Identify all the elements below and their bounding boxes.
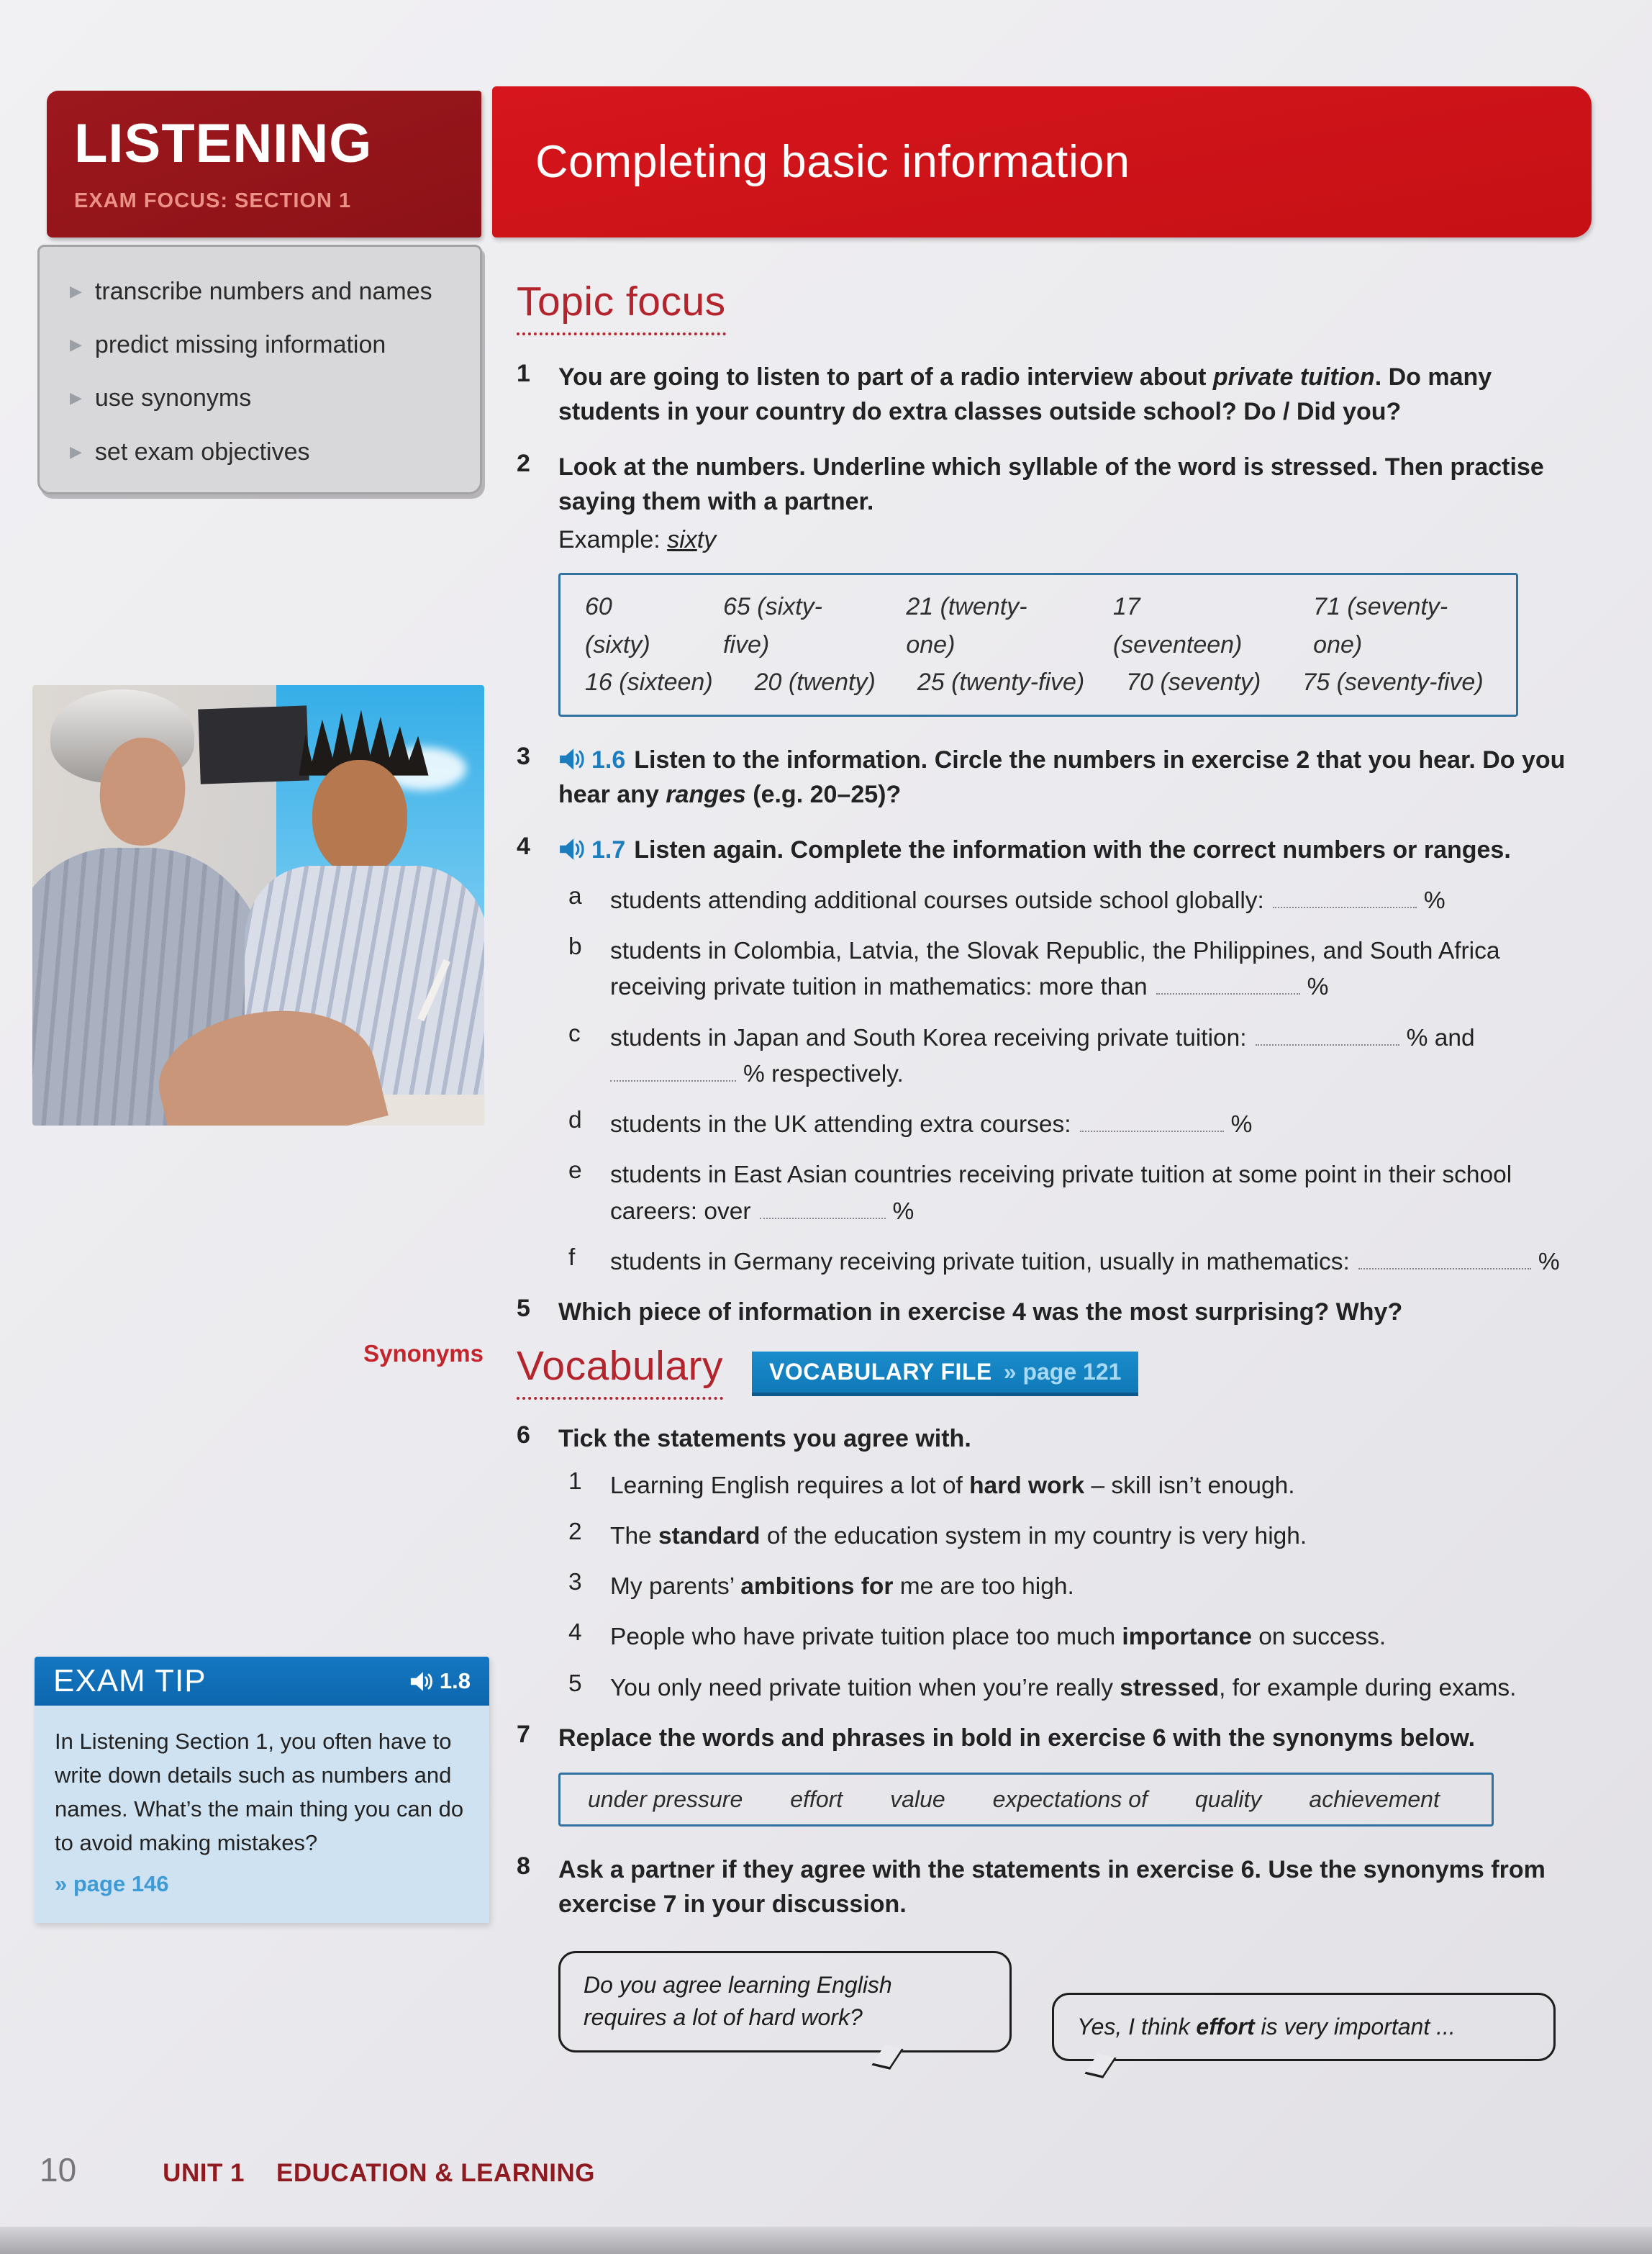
objective-text: predict missing information <box>94 331 386 359</box>
exam-tip-audio <box>409 1668 471 1694</box>
gap-item-b <box>568 933 1593 1006</box>
number-item: 71 (seventy-one) <box>1313 593 1448 658</box>
number-item: 70 (seventy) <box>1126 669 1261 697</box>
gap-item-c <box>568 1020 1593 1093</box>
answer-blank <box>1156 986 1300 995</box>
item-letter: f <box>568 1244 576 1271</box>
text-run: students in the UK attending extra courses: <box>610 1111 1071 1139</box>
triangle-bullet-icon: ▶ <box>70 282 82 300</box>
exercise-text: Replace the words and phrases in bold in exercise 6 with the synonyms below. <box>558 1724 1476 1752</box>
item-letter: d <box>568 1107 582 1134</box>
exercise-3 <box>517 743 1593 813</box>
text-run: on success. <box>1251 1624 1386 1651</box>
speaker-icon <box>409 1671 434 1692</box>
item-letter: e <box>568 1157 582 1185</box>
speech-bubble-answer <box>1052 1993 1556 2061</box>
exercise-text <box>558 450 1593 520</box>
exam-focus-label: EXAM FOCUS: SECTION 1 <box>74 189 352 212</box>
example-word-rest: ty <box>696 526 717 554</box>
statement-number: 5 <box>568 1670 582 1697</box>
item-text <box>610 1157 1593 1230</box>
text-run: People who have private tuition place too much <box>610 1624 1122 1651</box>
statement-number: 2 <box>568 1518 582 1545</box>
statement-text <box>610 1670 1593 1706</box>
synonyms-side-label: Synonyms <box>363 1340 484 1367</box>
exam-tip-header <box>35 1657 489 1706</box>
objective-text: use synonyms <box>94 384 252 412</box>
number-item: 75 (seventy-five) <box>1302 669 1484 697</box>
exercise-text: Which piece of information in exercise 4 was the most surprising? Why? <box>558 1298 1403 1326</box>
text-run-bold: standard <box>658 1522 761 1549</box>
item-text <box>610 883 1593 919</box>
synonyms-box <box>558 1773 1494 1827</box>
exercise-number: 5 <box>517 1295 530 1323</box>
numbers-box <box>558 573 1518 717</box>
text-run: receiving private tuition in mathematics: more than <box>610 974 1148 1001</box>
text-run: Yes, I think <box>1077 2013 1197 2040</box>
objective-item <box>70 382 460 414</box>
objective-text: set exam objectives <box>94 438 310 466</box>
text-run: – skill isn’t enough. <box>1084 1472 1295 1499</box>
section-title: LISTENING <box>74 113 373 174</box>
exercise-text <box>558 833 1593 867</box>
vocabulary-file-label: VOCABULARY FILE <box>769 1359 992 1385</box>
text-run: hear any <box>558 781 666 809</box>
text-run: , for example during exams. <box>1219 1674 1517 1701</box>
text-run: % respectively. <box>743 1060 904 1087</box>
exam-tip-box <box>35 1657 489 1923</box>
text-run-bold: stressed <box>1120 1674 1220 1701</box>
exercise-text <box>558 1852 1593 1922</box>
item-text <box>610 1244 1593 1280</box>
text-run-bold: importance <box>1122 1624 1252 1651</box>
text-run: (e.g. 20–25)? <box>745 781 902 809</box>
exercise-number: 7 <box>517 1720 530 1748</box>
text-run: students in Germany receiving private tuition, usually in mathematics: <box>610 1248 1350 1275</box>
speaker-icon <box>558 838 586 861</box>
exercise-5 <box>517 1295 1593 1329</box>
topic-focus-heading: Topic focus <box>517 278 726 335</box>
text-run: me are too high. <box>893 1573 1074 1601</box>
synonym-item: quality <box>1194 1786 1262 1813</box>
text-run: You are going to listen to part of a radio interview about <box>558 363 1213 391</box>
text-run: students in Japan and South Korea receiving private tuition: <box>610 1024 1247 1051</box>
text-run: Listen again. Complete the information with the correct numbers or ranges. <box>634 836 1511 864</box>
statement-number: 4 <box>568 1619 582 1647</box>
text-run: students attending additional courses outside school globally: <box>610 887 1264 914</box>
number-item: 16 (sixteen) <box>585 669 713 697</box>
statement-4 <box>568 1619 1593 1655</box>
percent-sign: % <box>1423 887 1446 914</box>
listening-header-box <box>47 91 481 237</box>
exercise-text <box>558 743 1593 813</box>
objective-text: transcribe numbers and names <box>94 278 432 305</box>
answer-blank <box>1080 1123 1224 1132</box>
exam-tip-text: In Listening Section 1, you often have to write down details such as numbers and names. What’s the main thing you can do to avoid making mistakes? <box>55 1729 464 1856</box>
speech-bubble-tail <box>1084 2053 1116 2078</box>
exercise-text <box>558 360 1593 430</box>
number-item: 60 (sixty) <box>585 593 650 658</box>
main-column <box>517 278 1593 2061</box>
answer-blank <box>1273 900 1417 908</box>
gap-item-e <box>568 1157 1593 1230</box>
statement-number: 1 <box>568 1467 582 1495</box>
exercise-8 <box>517 1852 1593 1922</box>
text-run: The <box>610 1522 659 1549</box>
answer-blank <box>760 1210 886 1219</box>
objective-item <box>70 276 460 307</box>
speech-bubble-question <box>558 1951 1012 2052</box>
item-text <box>610 1107 1593 1143</box>
lesson-title-banner <box>492 86 1592 237</box>
exercise-number: 6 <box>517 1421 530 1449</box>
vocabulary-heading-row <box>517 1342 1593 1400</box>
answer-blank <box>1358 1261 1531 1269</box>
statement-text <box>610 1569 1593 1605</box>
text-run: students in Colombia, Latvia, the Slovak Republic, the Philippines, and South Africa <box>610 938 1500 965</box>
text-run: students in East Asian countries receiving private tuition at some point in their school <box>610 1162 1512 1189</box>
item-text <box>610 1020 1593 1093</box>
text-run: % and <box>1406 1024 1475 1051</box>
numbers-row-1 <box>585 588 1492 664</box>
answer-blank <box>1256 1037 1399 1046</box>
text-run: . Do many <box>1374 363 1492 391</box>
text-run: You only need private tuition when you’re really <box>610 1674 1120 1701</box>
objective-item <box>70 436 460 468</box>
triangle-bullet-icon: ▶ <box>70 335 82 354</box>
text-run-bold: hard work <box>969 1472 1085 1499</box>
synonym-item: under pressure <box>588 1786 743 1813</box>
exam-tip-body <box>35 1706 489 1923</box>
number-item: 17 (seventeen) <box>1112 593 1243 658</box>
percent-sign: % <box>1538 1248 1560 1275</box>
exercise-2 <box>517 450 1593 520</box>
vocabulary-heading: Vocabulary <box>517 1342 723 1400</box>
exercise-7 <box>517 1721 1593 1755</box>
exercise-number: 2 <box>517 449 530 477</box>
synonym-item: achievement <box>1309 1786 1440 1813</box>
text-run: Do you agree learning English <box>584 1971 892 1998</box>
text-run: Learning English requires a lot of <box>610 1472 970 1499</box>
gap-item-d <box>568 1107 1593 1143</box>
photo-dark-panel <box>199 705 309 784</box>
objective-item <box>70 329 460 361</box>
triangle-bullet-icon: ▶ <box>70 389 82 407</box>
text-run: My parents’ <box>610 1573 741 1601</box>
statement-3 <box>568 1569 1593 1605</box>
gap-item-f <box>568 1244 1593 1280</box>
item-text <box>610 933 1593 1006</box>
text-run: exercise 7 in your discussion. <box>558 1891 907 1919</box>
statement-text <box>610 1518 1593 1554</box>
text-run: Listen to the information. Circle the numbers in exercise 2 that you hear. Do you <box>634 746 1566 774</box>
photo-two-people <box>32 685 484 1126</box>
exercise-number: 8 <box>517 1852 530 1880</box>
exercise-number: 1 <box>517 360 530 387</box>
speaker-icon <box>558 748 586 771</box>
gap-item-a <box>568 883 1593 919</box>
synonym-item: effort <box>790 1786 843 1813</box>
example-label: Example: <box>558 526 668 554</box>
vocabulary-file-page-link: » page 121 <box>1003 1359 1122 1385</box>
exercise-1 <box>517 360 1593 430</box>
speech-bubble-tail <box>871 2045 903 2069</box>
exercise-text: Tick the statements you agree with. <box>558 1425 971 1453</box>
unit-label: UNIT 1 <box>163 2159 245 2187</box>
statement-text <box>610 1619 1593 1655</box>
item-letter: c <box>568 1020 581 1047</box>
speech-bubbles <box>558 1951 1593 2061</box>
percent-sign: % <box>1307 974 1329 1001</box>
numbers-row-2 <box>585 664 1492 702</box>
audio-track-number: 1.6 <box>591 746 626 774</box>
audio-track-number: 1.7 <box>591 836 626 864</box>
triangle-bullet-icon: ▶ <box>70 442 82 461</box>
answer-blank <box>610 1073 736 1082</box>
lesson-title: Completing basic information <box>535 137 1130 187</box>
exercise-number: 3 <box>517 743 530 771</box>
text-run-bold: ambitions for <box>740 1573 894 1601</box>
text-run: careers: over <box>610 1198 751 1225</box>
text-run-italic: private tuition <box>1212 363 1375 391</box>
vocabulary-file-badge <box>752 1352 1138 1393</box>
scan-edge-shadow <box>0 2227 1652 2254</box>
text-run: Look at the numbers. Underline which syllable of the word is stressed. Then practise <box>558 453 1544 481</box>
number-item: 21 (twenty-one) <box>906 593 1027 658</box>
text-run: Ask a partner if they agree with the statements in exercise 6. Use the synonyms from <box>558 1856 1546 1884</box>
photo-young-man-face <box>312 760 407 875</box>
text-run: of the education system in my country is very high. <box>760 1522 1307 1549</box>
exercise-6 <box>517 1421 1593 1456</box>
text-run: is very important ... <box>1254 2013 1456 2040</box>
unit-title: EDUCATION & LEARNING <box>276 2159 595 2187</box>
text-run-italic: ranges <box>666 781 746 809</box>
synonym-item: expectations of <box>992 1786 1148 1813</box>
statement-number: 3 <box>568 1569 582 1596</box>
statement-5 <box>568 1670 1593 1706</box>
audio-track-number: 1.8 <box>439 1668 471 1693</box>
page-footer <box>40 2150 595 2189</box>
exercise-number: 4 <box>517 832 530 860</box>
statement-text <box>610 1468 1593 1504</box>
number-item: 20 (twenty) <box>754 669 876 697</box>
text-run: requires a lot of hard work? <box>584 2004 863 2031</box>
number-item: 25 (twenty-five) <box>917 669 1085 697</box>
exam-tip-page-link: » page 146 <box>55 1871 169 1897</box>
stressed-syllable: six <box>667 526 697 554</box>
statement-2 <box>568 1518 1593 1554</box>
percent-sign: % <box>1230 1111 1253 1139</box>
item-letter: a <box>568 882 582 910</box>
statement-1 <box>568 1468 1593 1504</box>
page-number: 10 <box>40 2151 77 2189</box>
text-run: saying them with a partner. <box>558 487 874 515</box>
example-line <box>558 526 1593 554</box>
objectives-box <box>37 245 482 494</box>
exam-tip-title: EXAM TIP <box>53 1663 206 1698</box>
synonym-item: value <box>890 1786 945 1813</box>
text-run: students in your country do extra classes outside school? Do / Did you? <box>558 398 1402 426</box>
number-item: 65 (sixty-five) <box>722 593 822 658</box>
item-letter: b <box>568 933 582 961</box>
text-run-bold: effort <box>1196 2013 1255 2040</box>
percent-sign: % <box>892 1198 914 1225</box>
exercise-4 <box>517 833 1593 867</box>
